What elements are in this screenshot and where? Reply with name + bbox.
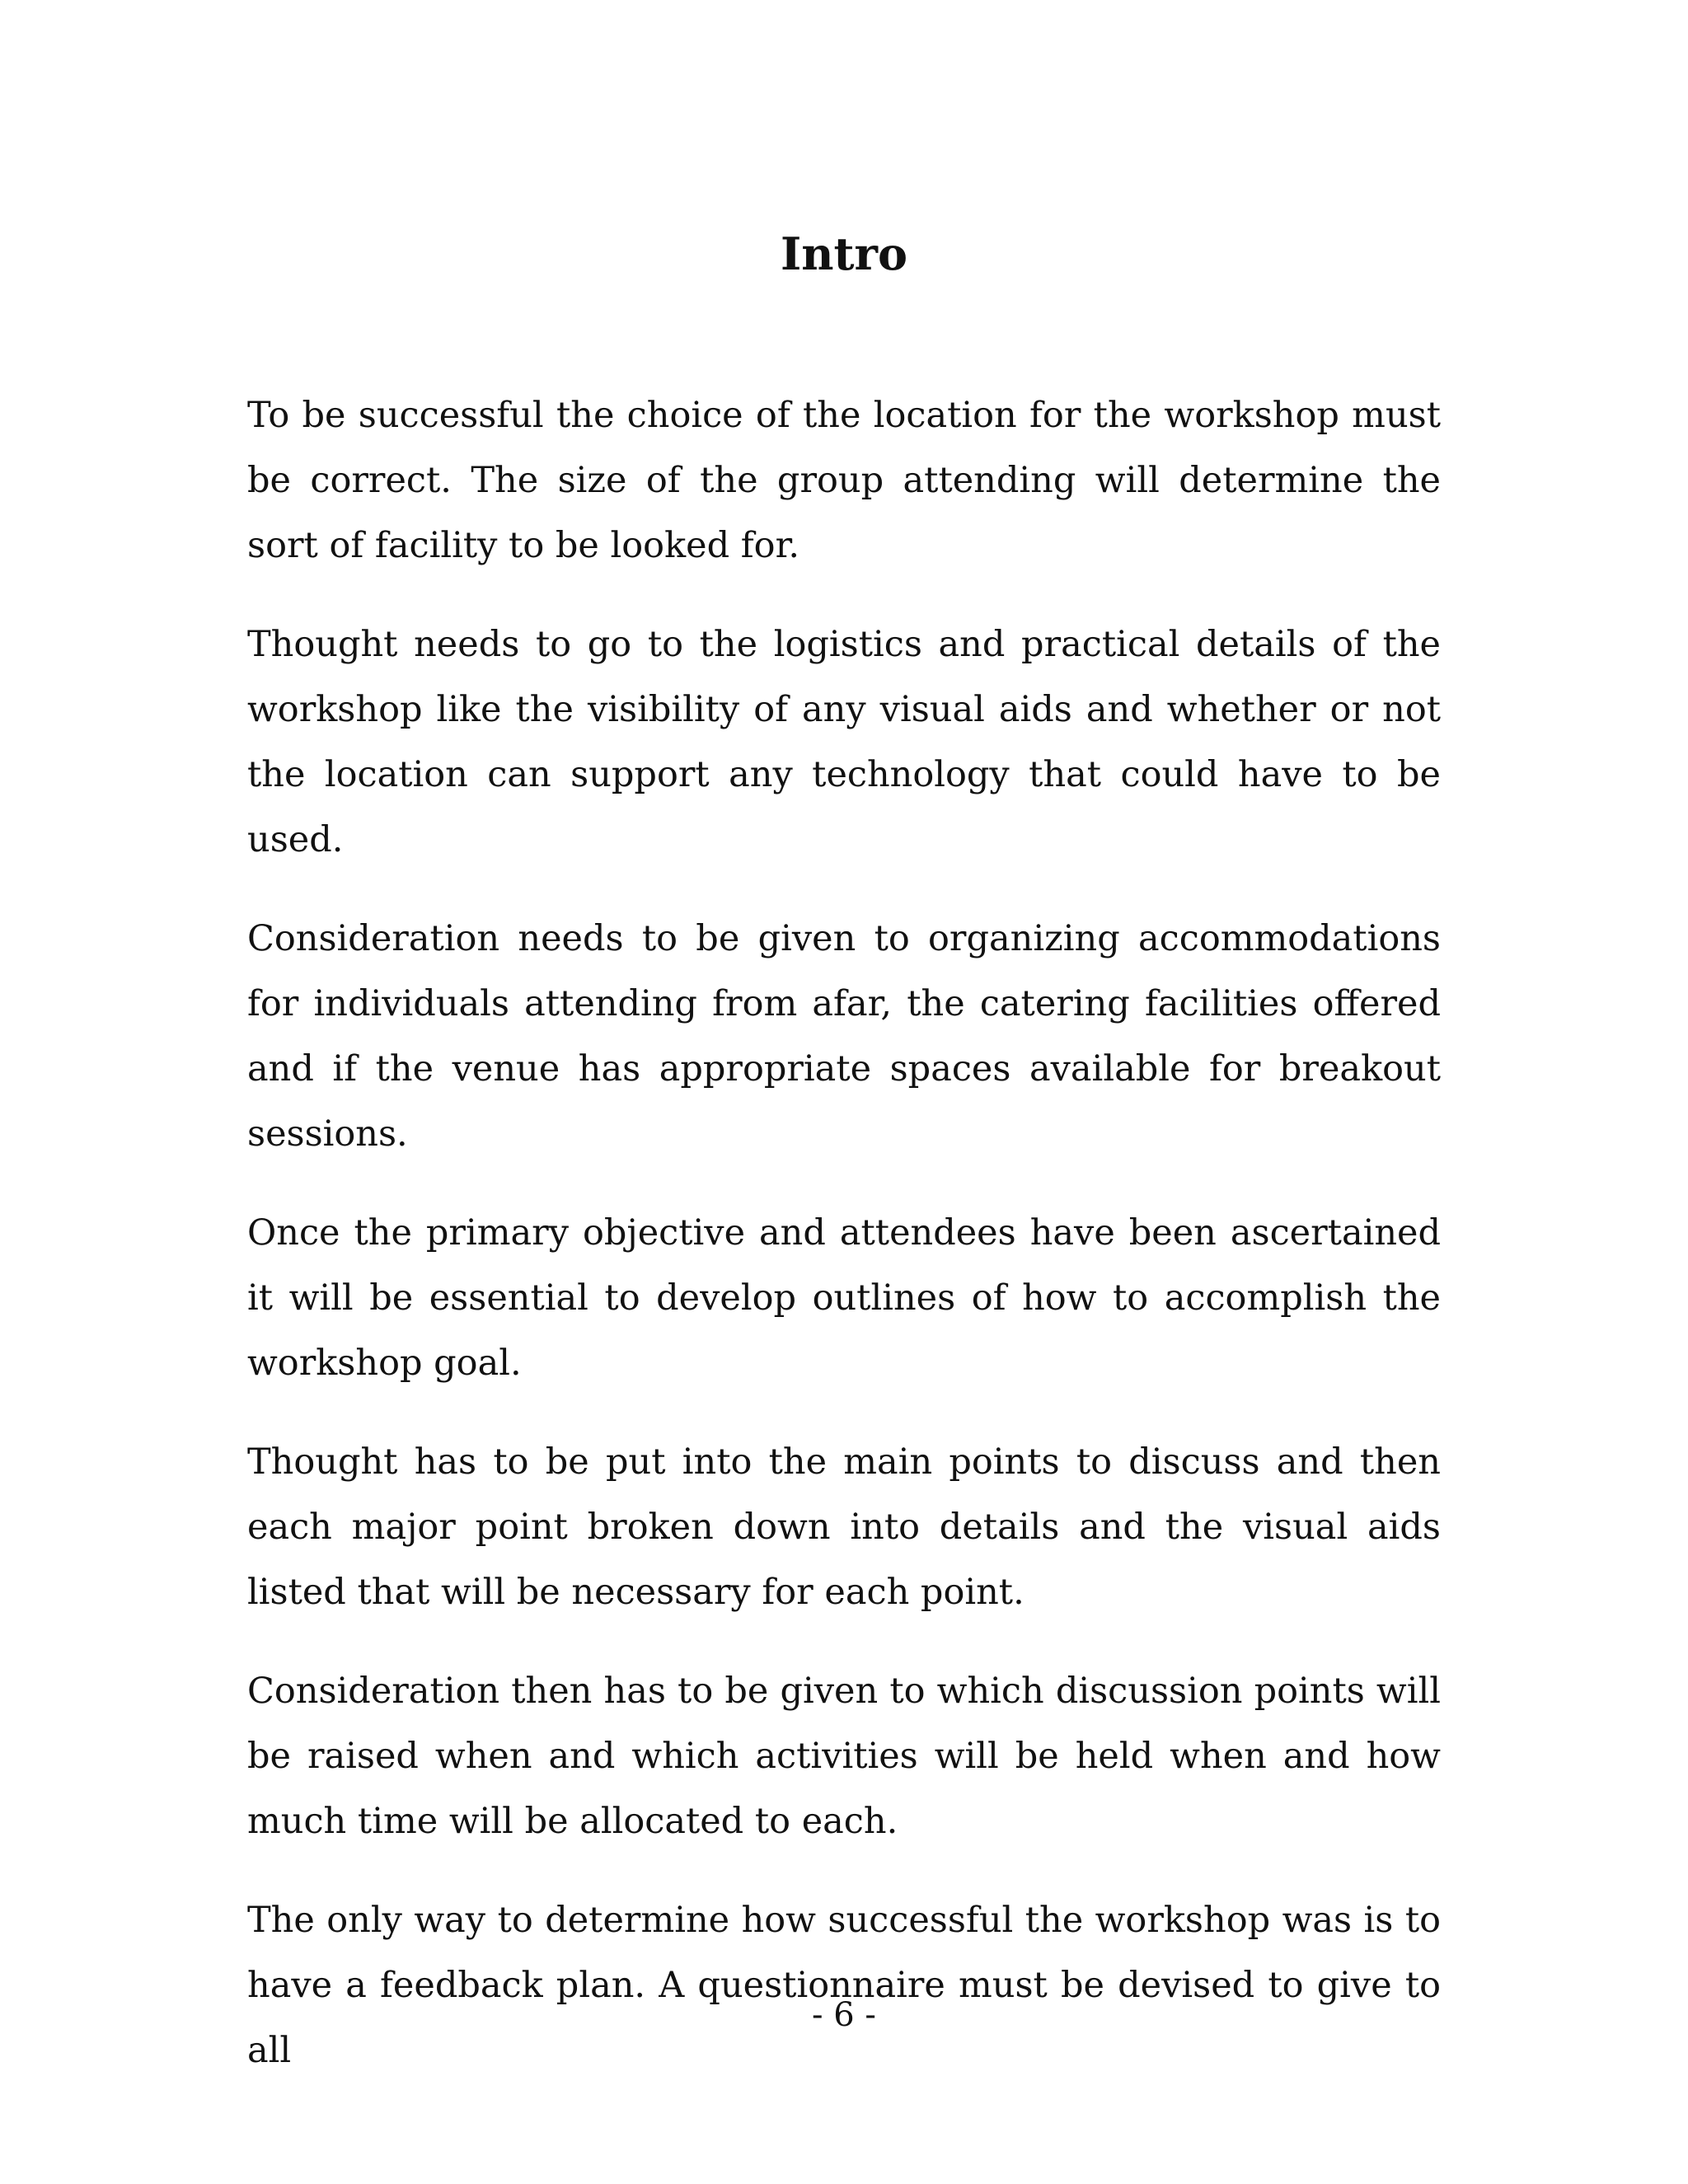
paragraph: Once the primary objective and attendees have been ascertained it will be essential to develop outlines of how to accomplish the workshop goal. <box>247 1212 1441 1384</box>
page-number: - 6 - <box>812 1996 876 2034</box>
paragraph: Consideration then has to be given to which discussion points will be raised when and which activities will be held when and how much time will be allocated to each. <box>247 1671 1441 1842</box>
paragraph: The only way to determine how successful the workshop was is to have a feedback plan. A questionnaire must be devised to give to all <box>247 1900 1441 2071</box>
paragraph: To be successful the choice of the location for the workshop must be correct. The size of the group attending will determine the sort of facility to be looked for. <box>247 395 1441 566</box>
paragraph: Thought needs to go to the logistics and practical details of the workshop like the visibility of any visual aids and whether or not the location can support any technology that could have to be used. <box>247 624 1441 860</box>
page-title: Intro <box>781 227 907 280</box>
body-text <box>247 383 1441 2083</box>
paragraph: Thought has to be put into the main points to discuss and then each major point broken down into details and the visual aids listed that will be necessary for each point. <box>247 1441 1441 1613</box>
paragraph: Consideration needs to be given to organizing accommodations for individuals attending from afar, the catering facilities offered and if the venue has appropriate spaces available for breakout sessions. <box>247 918 1441 1155</box>
